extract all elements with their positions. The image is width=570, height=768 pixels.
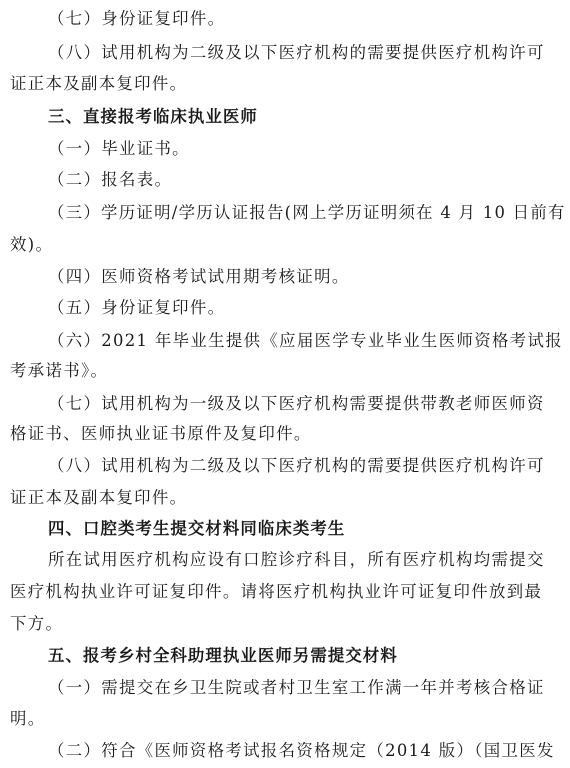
paragraph-line: 所在试用医疗机构应设有口腔诊疗科目，所有医疗机构均需提交 bbox=[48, 550, 545, 569]
paragraph-line: （八）试用机构为二级及以下医疗机构的需要提供医疗机构许可 bbox=[48, 43, 545, 62]
paragraph-line: 明。 bbox=[10, 709, 46, 728]
paragraph-line: 效)。 bbox=[10, 235, 54, 254]
paragraph-line: （一）需提交在乡卫生院或者村卫生室工作满一年并考核合格证 bbox=[48, 678, 545, 697]
paragraph-line: （二）报名表。 bbox=[48, 170, 173, 189]
paragraph-line: （七）试用机构为一级及以下医疗机构需要提供带教老师医师资 bbox=[48, 394, 545, 413]
paragraph-line: 证正本及副本复印件。 bbox=[10, 74, 188, 93]
section-heading: 四、口腔类考生提交材料同临床类考生 bbox=[48, 519, 346, 538]
paragraph-line: 证正本及副本复印件。 bbox=[10, 488, 188, 507]
paragraph-line: 格证书、医师执业证书原件及复印件。 bbox=[10, 424, 312, 443]
paragraph-line: （三）学历证明/学历认证报告(网上学历证明须在 4 月 10 日前有 bbox=[48, 203, 566, 222]
paragraph-line: （四）医师资格考试试用期考核证明。 bbox=[48, 267, 350, 286]
paragraph-line: （二）符合《医师资格考试报名资格规定（2014 版）（国卫医发 bbox=[48, 741, 555, 760]
paragraph-line: 医疗机构执业许可证复印件。请将医疗机构执业许可证复印件放到最 bbox=[10, 582, 543, 601]
paragraph-line: （七）身份证复印件。 bbox=[48, 9, 226, 28]
paragraph-line: 考承诺书》。 bbox=[10, 361, 109, 380]
section-heading: 五、报考乡村全科助理执业医师另需提交材料 bbox=[48, 646, 398, 665]
paragraph-line: （八）试用机构为二级及以下医疗机构的需要提供医疗机构许可 bbox=[48, 456, 545, 475]
paragraph-line: （六）2021 年毕业生提供《应届医学专业毕业生医师资格考试报 bbox=[48, 331, 563, 350]
paragraph-line: （一）毕业证书。 bbox=[48, 139, 190, 158]
paragraph-line: 下方。 bbox=[10, 614, 64, 633]
section-heading: 三、直接报考临床执业医师 bbox=[48, 107, 258, 126]
paragraph-line: （五）身份证复印件。 bbox=[48, 298, 226, 317]
